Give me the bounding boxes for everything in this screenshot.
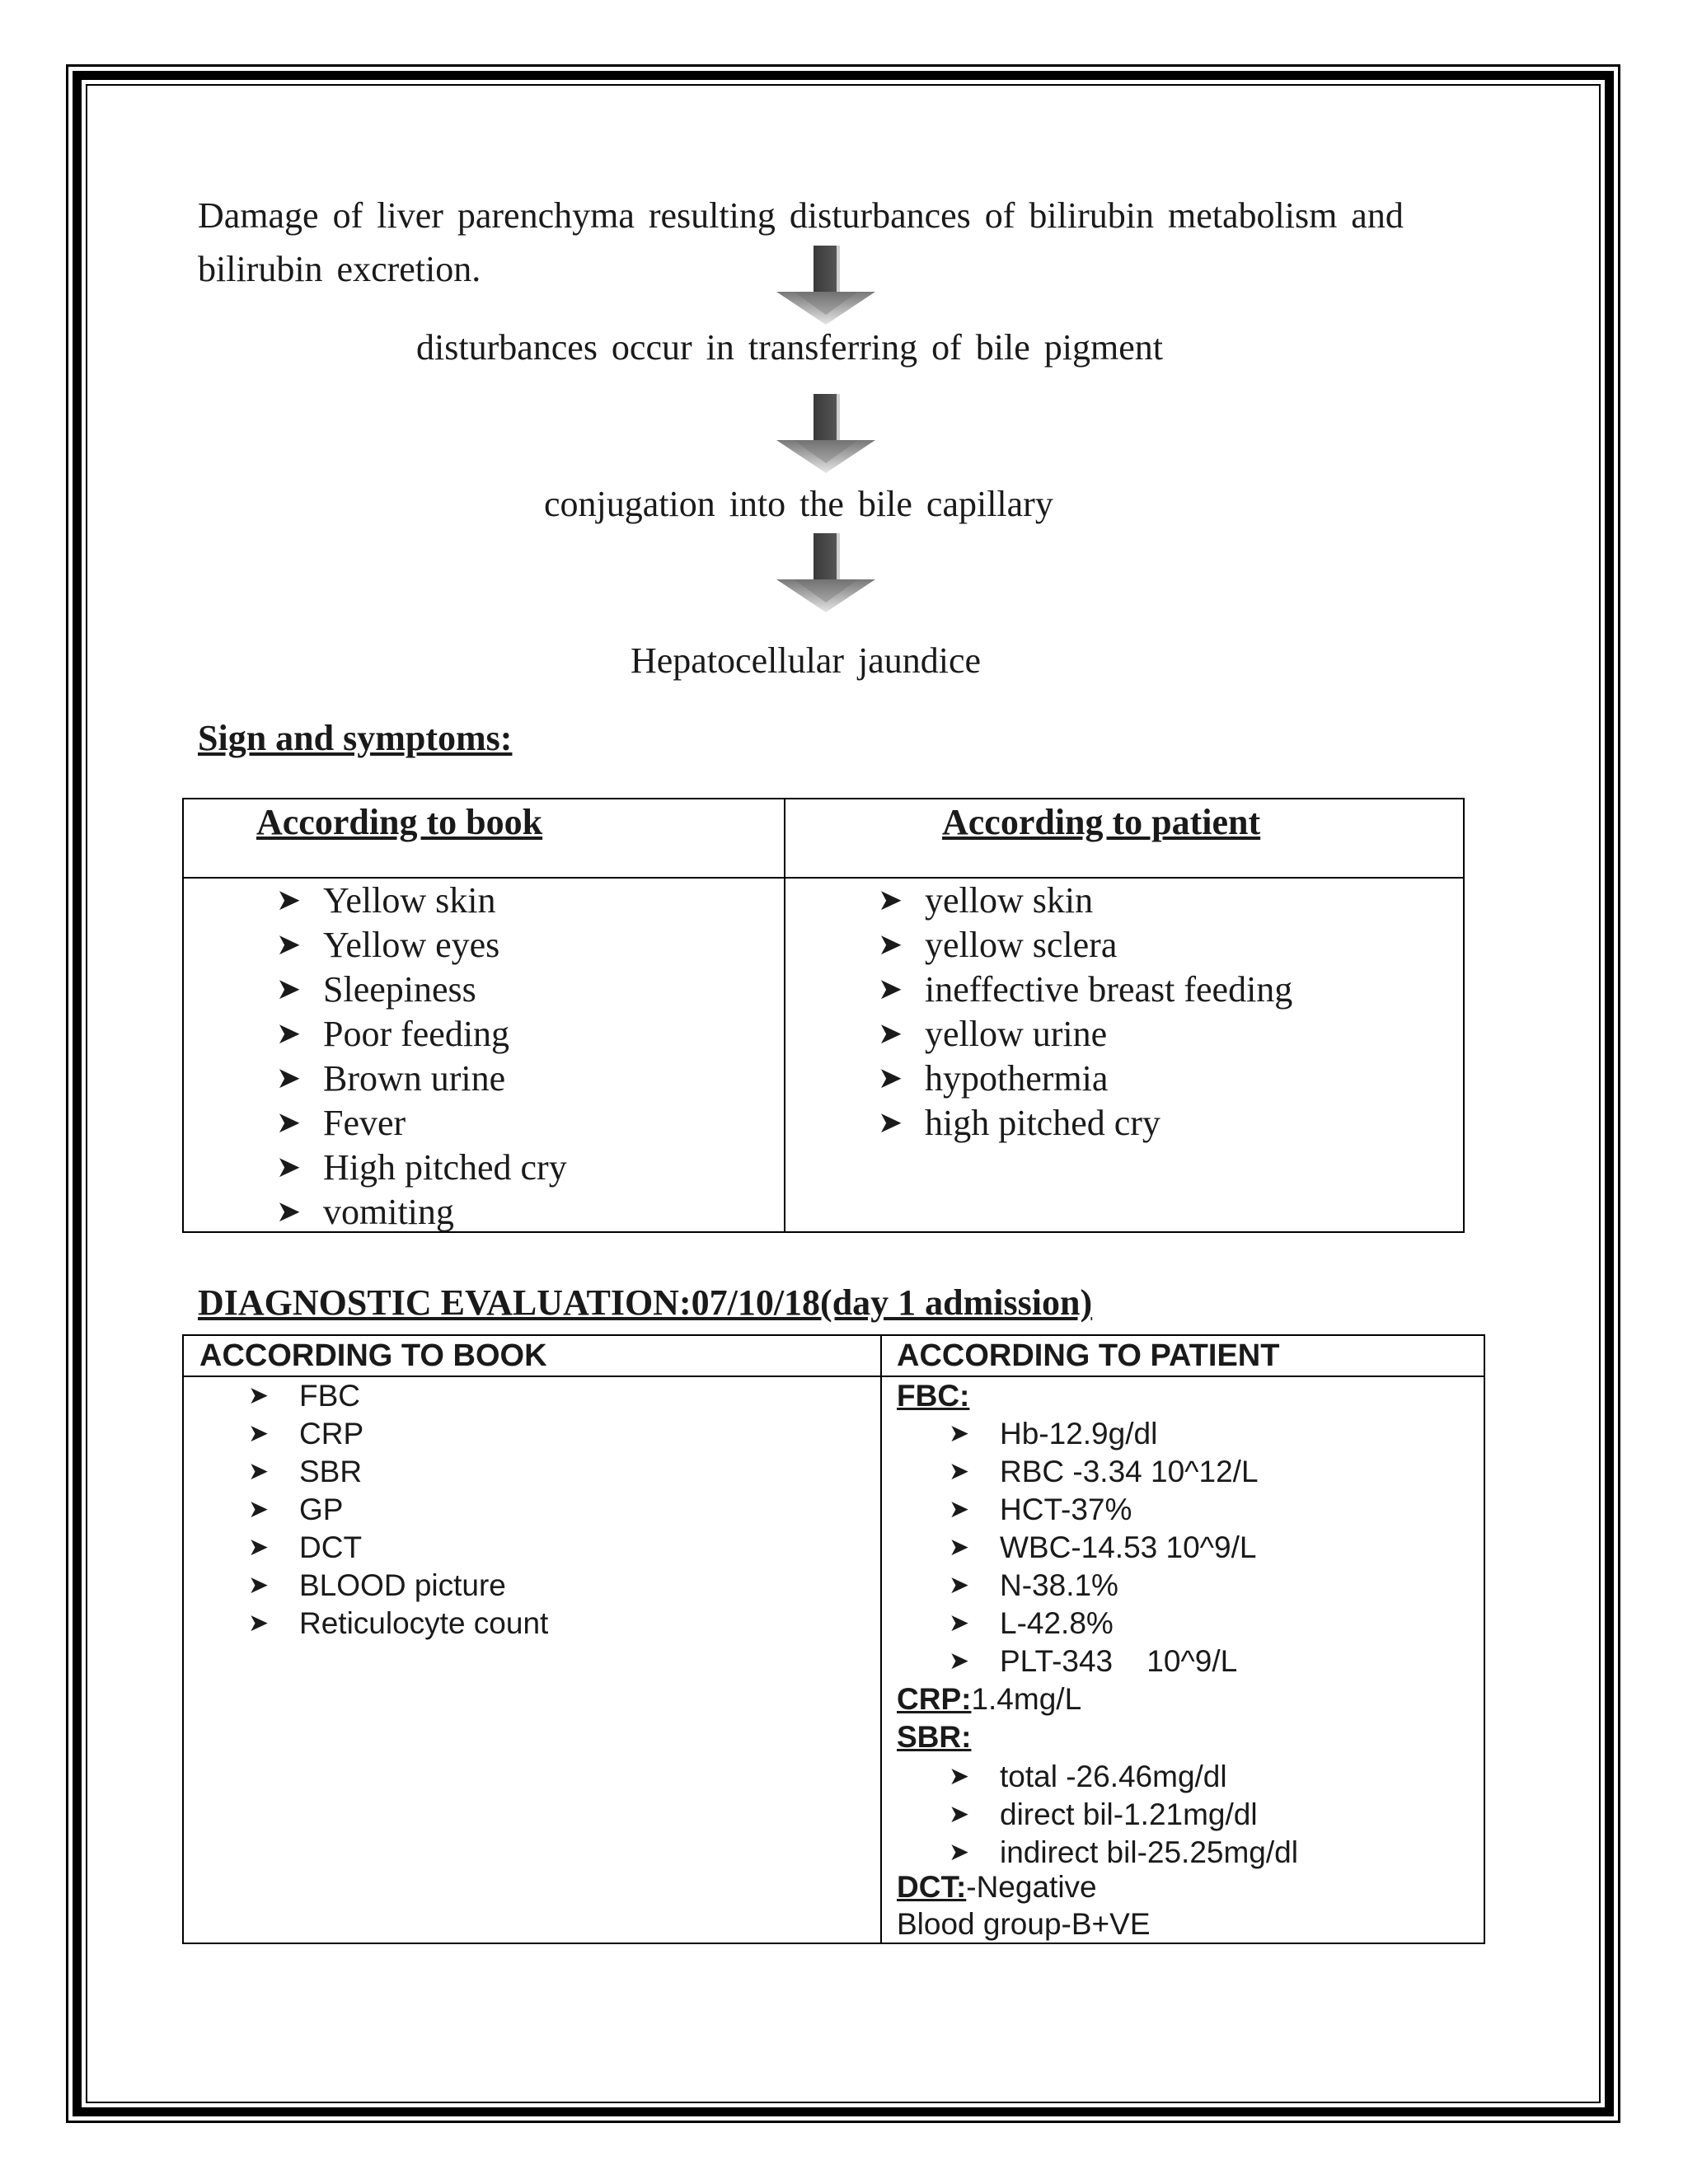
arrowhead-bullet-icon: ➤ <box>878 928 903 962</box>
fbc-label: FBC: <box>897 1379 970 1413</box>
list-item: ➤ High pitched cry <box>276 1146 567 1190</box>
list-item: ➤ yellow urine <box>878 1012 1292 1057</box>
arrowhead-bullet-icon: ➤ <box>949 1838 970 1867</box>
list-item: ➤ BLOOD picture <box>248 1567 548 1605</box>
arrowhead-bullet-icon: ➤ <box>949 1419 970 1448</box>
diagnostic-book-header: ACCORDING TO BOOK <box>199 1338 547 1373</box>
diagnostic-patient-header: ACCORDING TO PATIENT <box>897 1338 1280 1373</box>
arrowhead-bullet-icon: ➤ <box>276 928 302 962</box>
list-item: ➤ Brown urine <box>276 1057 567 1101</box>
signs-table <box>182 798 1465 1233</box>
dct-label: DCT: <box>897 1870 967 1904</box>
arrowhead-bullet-icon: ➤ <box>276 883 302 917</box>
arrowhead-bullet-icon: ➤ <box>949 1609 970 1638</box>
arrowhead-bullet-icon: ➤ <box>276 972 302 1006</box>
arrowhead-bullet-icon: ➤ <box>949 1571 970 1600</box>
list-item: ➤ Poor feeding <box>276 1012 567 1057</box>
arrowhead-bullet-icon: ➤ <box>276 1151 302 1184</box>
arrowhead-bullet-icon: ➤ <box>248 1609 270 1638</box>
diagnostic-table <box>182 1334 1485 1944</box>
list-item: ➤ ineffective breast feeding <box>878 968 1292 1012</box>
arrowhead-bullet-icon: ➤ <box>248 1571 270 1600</box>
list-item: ➤ PLT-343 10^9/L <box>949 1643 1259 1680</box>
signs-book-header: According to book <box>256 802 543 842</box>
down-arrow-icon <box>772 532 879 614</box>
list-item: ➤ Sleepiness <box>276 968 567 1012</box>
dct-line <box>897 1868 1097 1906</box>
signs-book-list <box>276 879 567 1235</box>
arrowhead-bullet-icon: ➤ <box>878 1062 903 1095</box>
arrowhead-bullet-icon: ➤ <box>949 1647 970 1675</box>
list-item: ➤ indirect bil-25.25mg/dl <box>949 1834 1298 1872</box>
list-item: ➤ SBR <box>248 1453 548 1491</box>
arrowhead-bullet-icon: ➤ <box>949 1495 970 1524</box>
arrowhead-bullet-icon: ➤ <box>878 972 903 1006</box>
arrowhead-bullet-icon: ➤ <box>276 1195 302 1229</box>
list-item: ➤ total -26.46mg/dl <box>949 1758 1298 1796</box>
down-arrow-icon <box>772 392 879 475</box>
list-item: ➤ yellow sclera <box>878 923 1292 968</box>
arrowhead-bullet-icon: ➤ <box>949 1762 970 1791</box>
list-item: ➤ high pitched cry <box>878 1101 1292 1146</box>
sbr-label: SBR: <box>897 1720 972 1754</box>
list-item: ➤ yellow skin <box>878 879 1292 923</box>
arrowhead-bullet-icon: ➤ <box>949 1800 970 1829</box>
list-item: ➤ Reticulocyte count <box>248 1605 548 1643</box>
table-divider <box>880 1336 882 1943</box>
arrowhead-bullet-icon: ➤ <box>248 1495 270 1524</box>
arrowhead-bullet-icon: ➤ <box>248 1457 270 1486</box>
crp-value: 1.4mg/L <box>971 1682 1082 1716</box>
arrowhead-bullet-icon: ➤ <box>878 883 903 917</box>
arrowhead-bullet-icon: ➤ <box>276 1106 302 1140</box>
flow-step1: disturbances occur in transferring of bile pigment <box>416 327 1163 368</box>
diagnostic-book-list <box>248 1377 548 1643</box>
arrowhead-bullet-icon: ➤ <box>248 1419 270 1448</box>
flow-intro-line2: bilirubin excretion. <box>198 249 481 289</box>
signs-patient-header: According to patient <box>942 802 1261 842</box>
crp-line <box>897 1680 1081 1718</box>
list-item: ➤ Hb-12.9g/dl <box>949 1415 1259 1453</box>
list-item: ➤ HCT-37% <box>949 1491 1259 1529</box>
list-item: ➤ CRP <box>248 1415 548 1453</box>
list-item: ➤ vomiting <box>276 1190 567 1235</box>
list-item: ➤ direct bil-1.21mg/dl <box>949 1796 1298 1834</box>
list-item: ➤ RBC -3.34 10^12/L <box>949 1453 1259 1491</box>
list-item: ➤ Yellow eyes <box>276 923 567 968</box>
signs-patient-list <box>878 879 1292 1146</box>
arrowhead-bullet-icon: ➤ <box>949 1533 970 1562</box>
list-item: ➤ FBC <box>248 1377 548 1415</box>
arrowhead-bullet-icon: ➤ <box>276 1017 302 1051</box>
list-item: ➤ GP <box>248 1491 548 1529</box>
table-divider <box>784 799 785 1231</box>
fbc-list <box>949 1415 1259 1680</box>
down-arrow-icon <box>772 244 879 326</box>
signs-heading: Sign and symptoms: <box>198 718 513 758</box>
list-item: ➤ L-42.8% <box>949 1605 1259 1643</box>
arrowhead-bullet-icon: ➤ <box>276 1062 302 1095</box>
arrowhead-bullet-icon: ➤ <box>248 1381 270 1410</box>
list-item: ➤ N-38.1% <box>949 1567 1259 1605</box>
crp-label: CRP: <box>897 1682 972 1716</box>
list-item: ➤ hypothermia <box>878 1057 1292 1101</box>
list-item: ➤ DCT <box>248 1529 548 1567</box>
sbr-list <box>949 1758 1298 1872</box>
list-item: ➤ Fever <box>276 1101 567 1146</box>
blood-group: Blood group-B+VE <box>897 1907 1151 1941</box>
flow-step3: Hepatocellular jaundice <box>631 640 982 681</box>
arrowhead-bullet-icon: ➤ <box>949 1457 970 1486</box>
flow-intro-line1: Damage of liver parenchyma resulting disturbances of bilirubin metabolism and <box>198 195 1404 236</box>
arrowhead-bullet-icon: ➤ <box>248 1533 270 1562</box>
diagnostic-heading: DIAGNOSTIC EVALUATION:07/10/18(day 1 admission) <box>198 1282 1093 1323</box>
list-item: ➤ Yellow skin <box>276 879 567 923</box>
arrowhead-bullet-icon: ➤ <box>878 1017 903 1051</box>
arrowhead-bullet-icon: ➤ <box>878 1106 903 1140</box>
list-item: ➤ WBC-14.53 10^9/L <box>949 1529 1259 1567</box>
dct-value: -Negative <box>966 1870 1097 1904</box>
flow-step2: conjugation into the bile capillary <box>544 484 1053 524</box>
